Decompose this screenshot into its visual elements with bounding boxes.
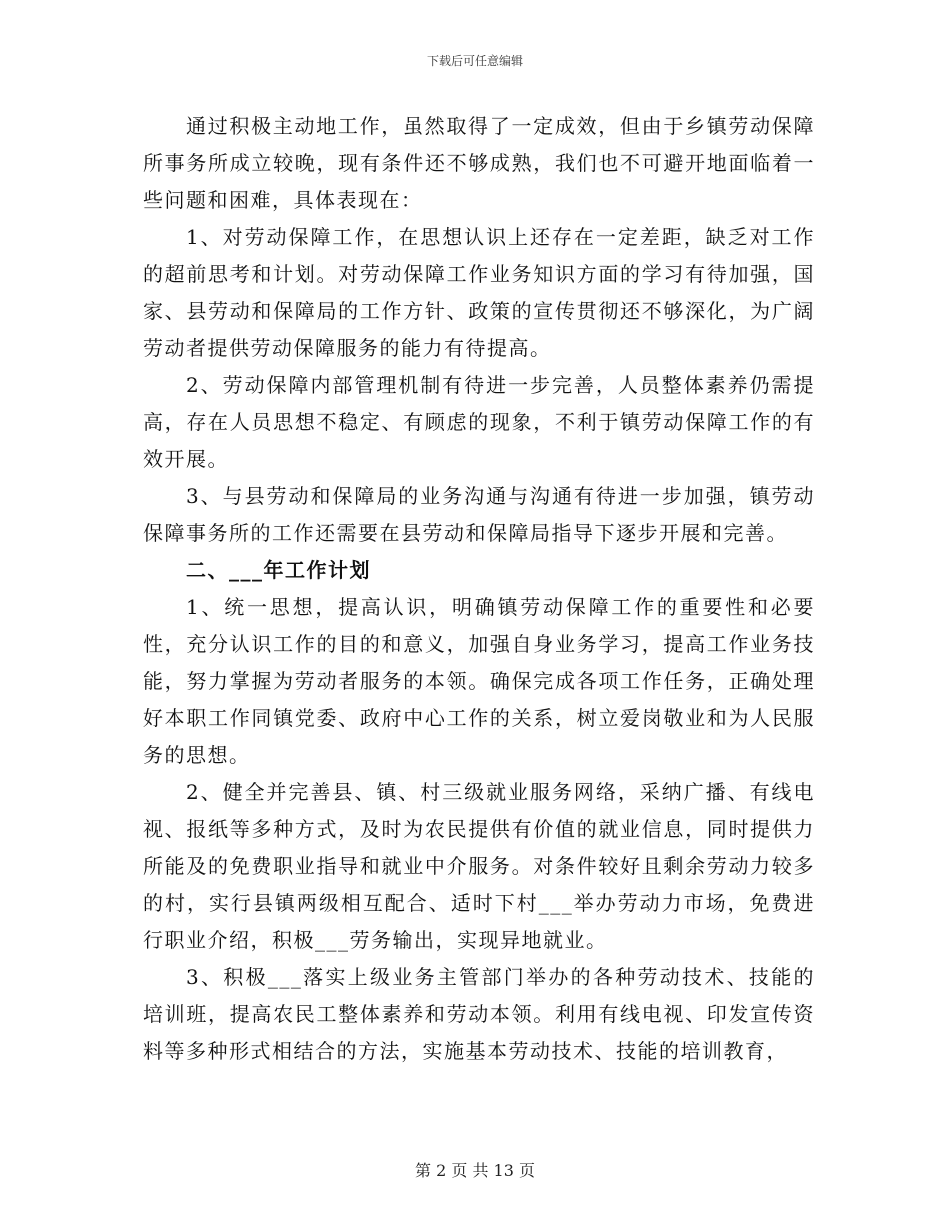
- section-heading-work-plan: 二、___年工作计划: [186, 558, 371, 582]
- paragraph-issue-2: 2、劳动保障内部管理机制有待进一步完善，人员整体素养仍需提高，存在人员思想不稳定、有顾虑的现象，不利于镇劳动保障工作的有效开展。: [143, 373, 815, 471]
- paragraph-plan-3: 3、积极___落实上级业务主管部门举办的各种劳动技术、技能的培训班，提高农民工整体素养和劳动本领。利用有线电视、印发宣传资料等多种形式相结合的方法，实施基本劳动技术、技能的培训教育，: [143, 965, 815, 1063]
- paragraph-plan-1: 1、统一思想，提高认识，明确镇劳动保障工作的重要性和必要性，充分认识工作的目的和意义，加强自身业务学习，提高工作业务技能，努力掌握为劳动者服务的本领。确保完成各项工作任务，正确处理好本职工作同镇党委、政府中心工作的关系，树立爱岗敬业和为人民服务的思想。: [143, 595, 815, 767]
- page-header-note: 下载后可任意编辑: [426, 54, 523, 68]
- page-number: 第 2 页 共 13 页: [415, 1161, 535, 1180]
- paragraph-issue-1: 1、对劳动保障工作，在思想认识上还存在一定差距，缺乏对工作的超前思考和计划。对劳动保障工作业务知识方面的学习有待加强，国家、县劳动和保障局的工作方针、政策的宣传贯彻还不够深化，为广阔劳动者提供劳动保障服务的能力有待提高。: [143, 225, 815, 360]
- document-body: [143, 108, 815, 1070]
- paragraph-intro: 通过积极主动地工作，虽然取得了一定成效，但由于乡镇劳动保障所事务所成立较晚，现有条件还不够成熟，我们也不可避开地面临着一些问题和困难，具体表现在：: [143, 114, 815, 212]
- paragraph-plan-2: 2、健全并完善县、镇、村三级就业服务网络，采纳广播、有线电视、报纸等多种方式，及时为农民提供有价值的就业信息，同时提供力所能及的免费职业指导和就业中介服务。对条件较好且剩余劳动力较多的村，实行县镇两级相互配合、适时下村___举办劳动力市场，免费进行职业介绍，积极___劳务输出，实现异地就业。: [143, 780, 815, 952]
- paragraph-issue-3: 3、与县劳动和保障局的业务沟通与沟通有待进一步加强，镇劳动保障事务所的工作还需要在县劳动和保障局指导下逐步开展和完善。: [143, 484, 815, 545]
